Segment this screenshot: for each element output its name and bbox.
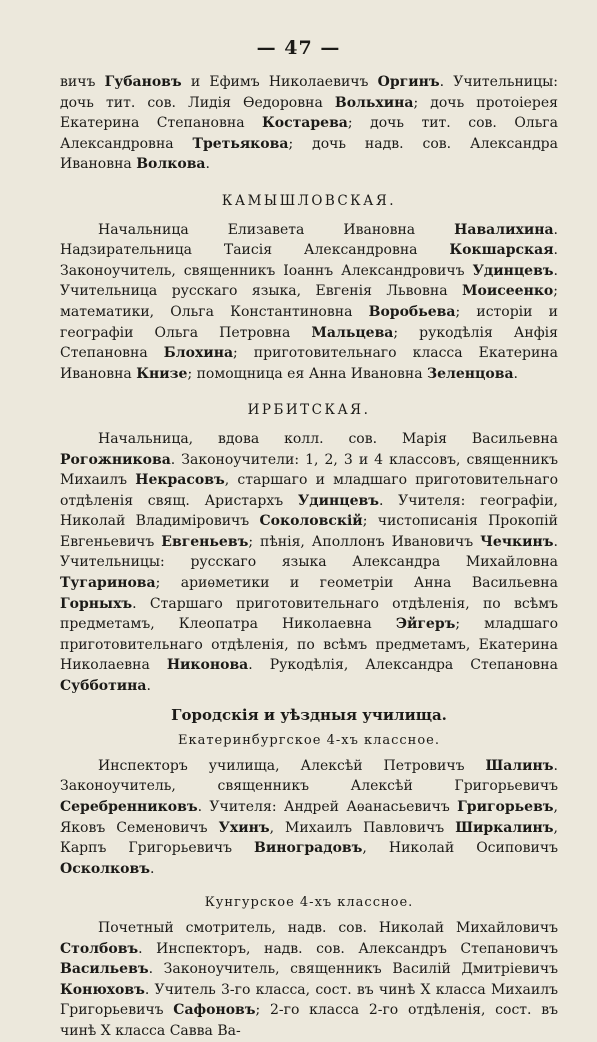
page-number: — 47 — xyxy=(256,37,341,59)
page-body xyxy=(60,72,558,1042)
paragraph-kungur: Почетный смотритель, надв. сов. Николай Михайловичъ Столбовъ. Инспекторъ, надв. сов. Александръ Степановичъ Васильевъ. Законоучитель, священникъ Василій Дмитріевичъ Конюховъ. Учитель 3-го класса, сост. въ чинѣ X класса Михаилъ Григорьевичъ Сафоновъ; 2-го класса 2-го отдѣленія, сост. въ чинѣ X класса Савва Ва- xyxy=(60,919,558,1039)
section-heading-kungur: Кунгурское 4-хъ классное. xyxy=(204,895,414,911)
section-heading-ekaterinburg: Екатеринбургское 4-хъ классное. xyxy=(178,733,440,749)
paragraph-ekaterinburg: Инспекторъ училища, Алексѣй Петровичъ Шалинъ. Законоучитель, священникъ Алексѣй Григорьевичъ Серебренниковъ. Учителя: Андрей Аѳанасьевичъ Григорьевъ, Яковъ Семеновичъ Ухинъ, Михаилъ Павловичъ Шиpкалинъ, Карпъ Григорьевичъ Виноградовъ, Николай Осиповичъ Осколковъ. xyxy=(60,757,558,877)
paragraph-kamyshlov: Начальница Елизавета Ивановна Навалихина. Надзирательница Таисія Александровна Кокшарская. Законоучитель, священникъ Іоаннъ Александровичъ Удинцевъ. Учительница русскаго языка, Евгенія Львовна Моисеенко; математики, Ольга Константиновна Воробьева; исторіи и географіи Ольга Петровна Мальцева; рукодѣлія Анфія Степановна Блохина; приготовительнаго класса Екатерина Ивановна Книзе; помощница ея Анна Ивановна Зеленцова. xyxy=(60,221,558,382)
paragraph-gymnasium-teachers: вичъ Губановъ и Ефимъ Николаевичъ Оргинъ. Учительницы: дочь тит. сов. Лидія Ѳедоровна Вольхина; дочь протоіерея Екатерина Степановна Костарева; дочь тит. сов. Ольга Александровна Третьякова; дочь надв. сов. Александра Ивановна Волкова. xyxy=(60,74,559,173)
section-heading-irbit: ИРБИТСКАЯ. xyxy=(247,402,371,419)
paragraph-irbit: Начальница, вдова колл. сов. Марія Васильевна Рогожникова. Законоучители: 1, 2, 3 и 4 классовъ, священникъ Михаилъ Некрасовъ, старшаго и младшаго приготовительнаго отдѣленія свящ. Аристархъ Удинцевъ. Учителя: географіи, Николай Владиміровичъ Соколовскій; чистописанія Прокопій Евгеньевичъ Евгеньевъ; пѣнія, Аполлонъ Ивановичъ Чечкинъ. Учительницы: русскаго языка Александра Михайловна Тугаринова; ариѳметики и геометріи Анна Васильевна Горныхъ. Старшаго приготовительнаго отдѣленія, по всѣмъ предметамъ, Клеопатра Николаевна Эйгеръ; младшаго приготовительнаго отдѣленія, по всѣмъ предметамъ, Екатерина Николаевна Никонова. Рукодѣлія, Александра Степановна Субботина. xyxy=(60,430,558,695)
section-heading-kamyshlov: КАМЫШЛОВСКАЯ. xyxy=(221,192,397,209)
section-heading-city-schools: Городскія и уѣздныя училища. xyxy=(171,705,447,724)
